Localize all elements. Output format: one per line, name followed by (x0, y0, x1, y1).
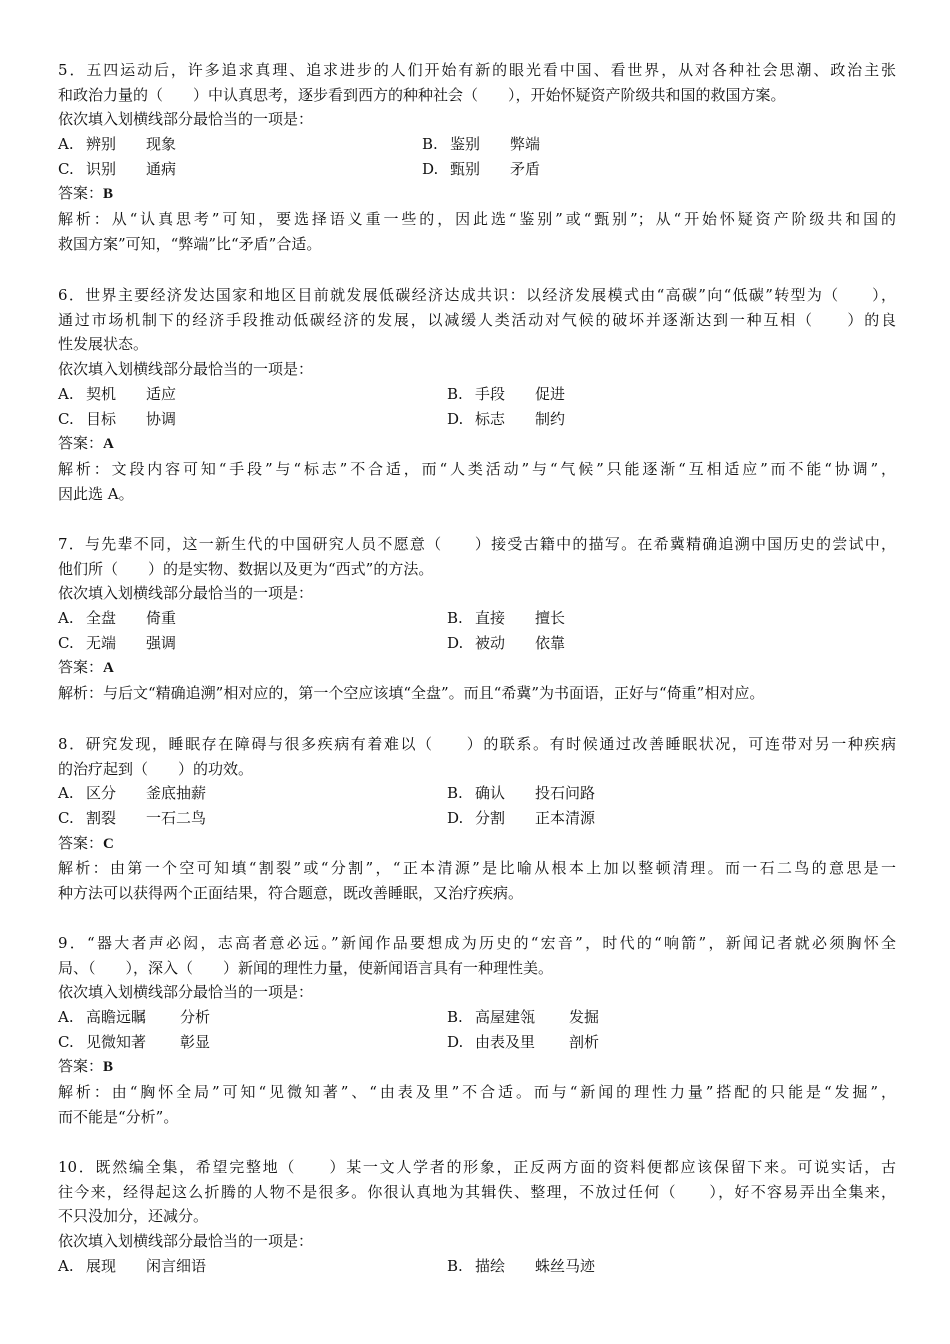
analysis-line: 解析：从“认真思考”可知，要选择语义重一些的，因此选“鉴别”或“甄别”；从“开始怀疑资产阶级共和国的 (58, 210, 896, 229)
answer-value: A (103, 436, 114, 453)
options-row (58, 806, 896, 831)
options-row (58, 407, 896, 432)
options-row (58, 1254, 896, 1279)
option-a: A. 高瞻远瞩 分析 (58, 1008, 211, 1027)
option-c: C. 割裂 一石二鸟 (58, 809, 207, 828)
answer-line: 答案：B (58, 184, 114, 203)
analysis-line: 因此选 A。 (58, 484, 134, 503)
answer-line: 答案：A (58, 658, 114, 677)
question-stem-line: 局、（ ），深入（ ）新闻的理性力量，使新闻语言具有一种理性美。 (58, 958, 554, 977)
question-5 (58, 58, 896, 257)
question-stem-line: 8．研究发现，睡眠存在障碍与很多疾病有着难以（ ）的联系。有时候通过改善睡眠状况，可连带对另一种疾病 (58, 735, 896, 753)
option-d: D. 分割 正本清源 (447, 809, 596, 828)
question-10 (58, 1155, 896, 1279)
instruction-text: 依次填入划横线部分最恰当的一项是： (58, 110, 314, 129)
question-stem-line: 通过市场机制下的经济手段推动低碳经济的发展，以减缓人类活动对气候的破坏并逐渐达到一种互相（ ）的良 (58, 310, 896, 329)
question-8 (58, 732, 896, 906)
answer-value: C (103, 835, 114, 852)
question-stem-line: 9．“器大者声必闳，志高者意必远。”新闻作品要想成为历史的“宏音”，时代的“响箭”，新闻记者就必须胸怀全 (58, 934, 896, 952)
question-stem-line: 性发展状态。 (58, 335, 149, 354)
answer-line: 答案：B (58, 1057, 114, 1076)
option-d: D. 标志 制约 (447, 409, 566, 428)
question-stem-line: 不只没加分，还减分。 (58, 1207, 209, 1226)
answer-value: B (103, 186, 114, 203)
option-c: C. 见微知著 彰显 (58, 1032, 211, 1051)
option-a: A. 区分 釜底抽薪 (58, 784, 207, 803)
analysis-line: 而不能是“分析”。 (58, 1107, 179, 1126)
option-b: B. 确认 投石问路 (447, 784, 596, 803)
option-d: D. 甄别 矛盾 (422, 159, 541, 178)
instruction-text: 依次填入划横线部分最恰当的一项是： (58, 1232, 314, 1251)
option-a: A. 展现 闲言细语 (58, 1256, 207, 1275)
options-row (58, 132, 896, 157)
option-b: B. 描绘 蛛丝马迹 (447, 1256, 596, 1275)
question-stem-line: 6．世界主要经济发达国家和地区目前就发展低碳经济达成共识：以经济发展模式由“高碳”向“低碳”转型为（ ）， (58, 286, 896, 304)
option-a: A. 契机 适应 (58, 384, 177, 403)
question-stem-line: 5．五四运动后，许多追求真理、追求进步的人们开始有新的眼光看中国、看世界，从对各种社会思潮、政治主张 (58, 61, 896, 79)
option-d: D. 被动 依靠 (447, 633, 566, 652)
option-b: B. 高屋建瓴 发掘 (447, 1008, 600, 1027)
instruction-text: 依次填入划横线部分最恰当的一项是： (58, 584, 314, 603)
analysis-line: 解析：与后文“精确追溯”相对应的，第一个空应该填“全盘”。而且“希冀”为书面语，正好与“倚重”相对应。 (58, 684, 765, 703)
options-row (58, 631, 896, 656)
question-stem-line: 他们所（ ）的是实物、数据以及更为“西式”的方法。 (58, 559, 434, 578)
option-a: A. 辨别 现象 (58, 135, 177, 154)
question-stem-line: 10．既然编全集，希望完整地（ ）某一文人学者的形象，正反两方面的资料便都应该保留下来。可说实话，古 (58, 1158, 896, 1176)
option-b: B. 直接 擅长 (447, 609, 566, 628)
answer-value: A (103, 660, 114, 677)
question-stem-line: 往今来，经得起这么折腾的人物不是很多。你很认真地为其辑佚、整理，不放过任何（ ），好不容易弄出全集来， (58, 1182, 896, 1201)
question-stem-line: 的治疗起到（ ）的功效。 (58, 759, 254, 778)
answer-line: 答案：C (58, 833, 114, 852)
instruction-text: 依次填入划横线部分最恰当的一项是： (58, 983, 314, 1002)
option-d: D. 由表及里 剖析 (447, 1032, 600, 1051)
question-stem-line: 7．与先辈不同，这一新生代的中国研究人员不愿意（ ）接受古籍中的描写。在希冀精确追溯中国历史的尝试中， (58, 535, 896, 553)
question-6 (58, 283, 896, 506)
option-c: C. 无端 强调 (58, 633, 177, 652)
analysis-line: 救国方案”可知，“弊端”比“矛盾”合适。 (58, 234, 322, 253)
analysis-line: 种方法可以获得两个正面结果，符合题意，既改善睡眠，又治疗疾病。 (58, 884, 524, 903)
options-row (58, 157, 896, 182)
analysis-line: 解析：由“胸怀全局”可知“见微知著”、“由表及里”不合适。而与“新闻的理性力量”搭配的只能是“发掘”， (58, 1083, 896, 1102)
option-c: C. 识别 通病 (58, 159, 177, 178)
question-stem-line: 和政治力量的（ ）中认真思考，逐步看到西方的种种社会（ ），开始怀疑资产阶级共和国的救国方案。 (58, 85, 786, 104)
instruction-text: 依次填入划横线部分最恰当的一项是： (58, 360, 314, 379)
option-b: B. 手段 促进 (447, 384, 566, 403)
answer-line: 答案：A (58, 434, 114, 453)
option-a: A. 全盘 倚重 (58, 609, 177, 628)
answer-value: B (103, 1059, 114, 1076)
options-row (58, 781, 896, 806)
analysis-line: 解析：由第一个空可知填“割裂”或“分割”，“正本清源”是比喻从根本上加以整顿清理。而一石二鸟的意思是一 (58, 859, 896, 878)
analysis-line: 解析：文段内容可知“手段”与“标志”不合适，而“人类活动”与“气候”只能逐渐“互相适应”而不能“协调”， (58, 459, 896, 478)
option-c: C. 目标 协调 (58, 409, 177, 428)
option-b: B. 鉴别 弊端 (422, 135, 541, 154)
question-7 (58, 532, 896, 706)
options-row (58, 1030, 896, 1055)
question-9 (58, 931, 896, 1130)
options-row (58, 1005, 896, 1030)
options-row (58, 606, 896, 631)
options-row (58, 382, 896, 407)
